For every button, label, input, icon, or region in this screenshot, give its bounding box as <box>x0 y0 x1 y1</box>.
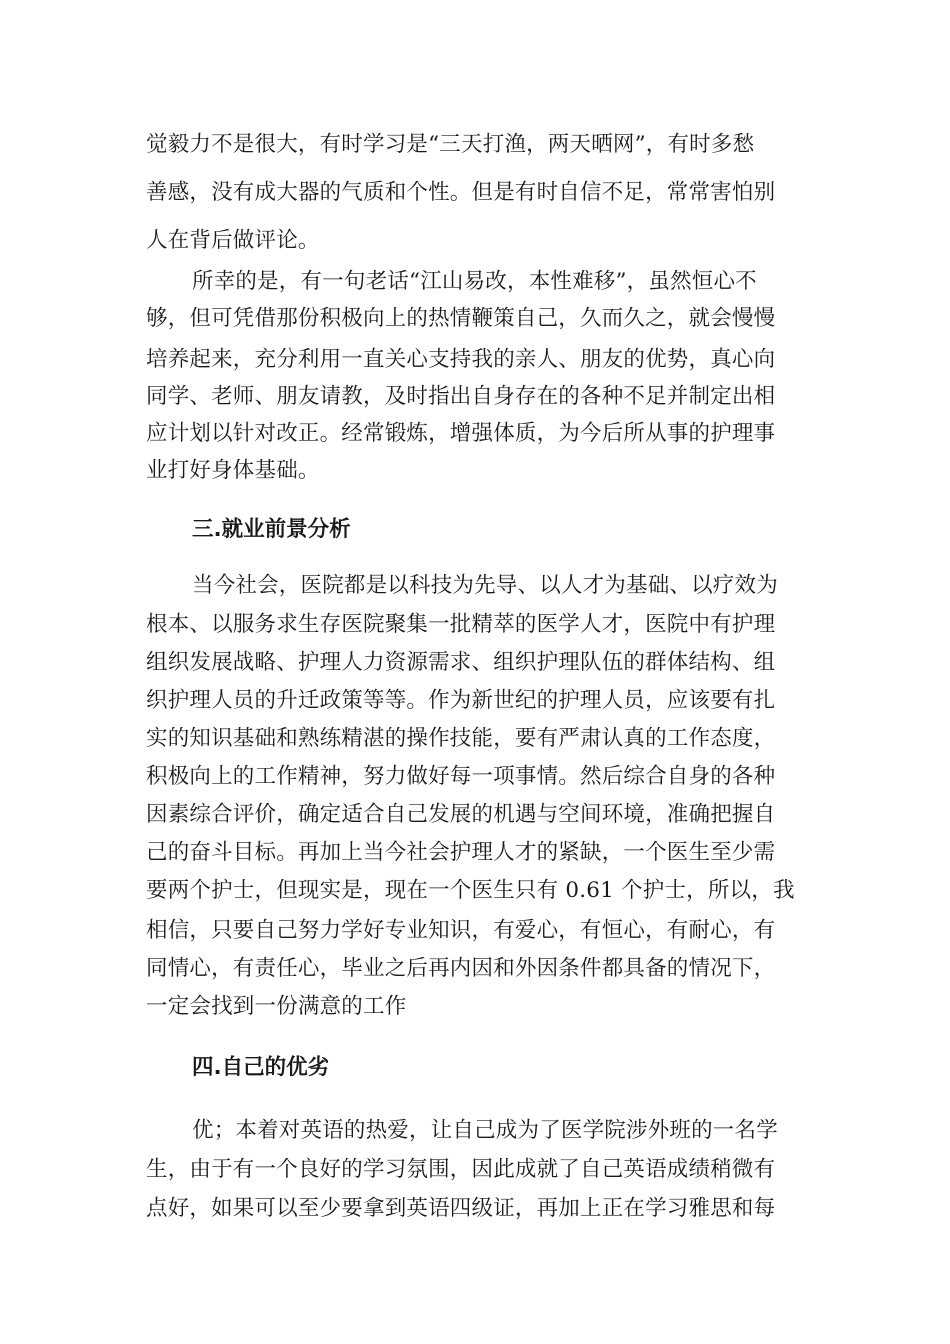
paragraph-3-line-8: 己的奋斗目标。再加上当今社会护理人才的紧缺，一个医生至少需 <box>146 840 776 865</box>
paragraph-3-line-4: 织护理人员的升迁政策等等。作为新世纪的护理人员，应该要有扎 <box>146 688 776 713</box>
paragraph-1-line-1: 觉毅力不是很大，有时学习是“三天打渔，两天晒网”，有时多愁 <box>146 132 755 157</box>
paragraph-4-line-3: 点好，如果可以至少要拿到英语四级证，再加上正在学习雅思和每 <box>146 1196 776 1221</box>
paragraph-3-line-10: 相信，只要自己努力学好专业知识，有爱心，有恒心，有耐心，有 <box>146 918 776 943</box>
paragraph-2-line-3: 培养起来，充分利用一直关心支持我的亲人、朋友的优势，真心向 <box>146 347 776 372</box>
paragraph-2-line-4: 同学、老师、朋友请教，及时指出自身存在的各种不足并制定出相 <box>146 384 776 409</box>
paragraph-4-line-2: 生，由于有一个良好的学习氛围，因此成就了自己英语成绩稍微有 <box>146 1157 776 1182</box>
paragraph-3-line-2: 根本、以服务求生存医院聚集一批精萃的医学人才，医院中有护理 <box>146 612 776 637</box>
paragraph-1-line-2: 善感，没有成大器的气质和个性。但是有时自信不足，常常害怕别 <box>146 180 776 205</box>
paragraph-2-line-2: 够，但可凭借那份积极向上的热情鞭策自己，久而久之，就会慢慢 <box>146 306 776 331</box>
paragraph-1-line-3: 人在背后做评论。 <box>146 228 320 253</box>
paragraph-3-line-6: 积极向上的工作精神，努力做好每一项事情。然后综合自身的各种 <box>146 764 776 789</box>
paragraph-2-line-5: 应计划以针对改正。经常锻炼，增强体质，为今后所从事的护理事 <box>146 421 776 446</box>
paragraph-3-line-11: 同情心，有责任心，毕业之后再内因和外因条件都具备的情况下， <box>146 956 776 981</box>
paragraph-4-line-1: 优；本着对英语的热爱，让自己成为了医学院涉外班的一名学 <box>192 1118 778 1143</box>
paragraph-3-line-5: 实的知识基础和熟练精湛的操作技能，要有严肃认真的工作态度， <box>146 726 776 751</box>
paragraph-3-line-12: 一定会找到一份满意的工作 <box>146 994 407 1019</box>
section-heading-employment-prospects: 三.就业前景分析 <box>192 517 351 542</box>
section-heading-strengths-weaknesses: 四.自己的优劣 <box>192 1055 330 1080</box>
paragraph-2-line-1: 所幸的是，有一句老话“江山易改，本性难移”，虽然恒心不 <box>192 269 757 294</box>
paragraph-3-line-7: 因素综合评价，确定适合自己发展的机遇与空间环境，准确把握自 <box>146 802 776 827</box>
paragraph-3-line-9: 要两个护士，但现实是，现在一个医生只有 0.61 个护士，所以，我 <box>146 878 795 903</box>
paragraph-3-line-1: 当今社会，医院都是以科技为先导、以人才为基础、以疗效为 <box>192 573 778 598</box>
paragraph-3-line-3: 组织发展战略、护理人力资源需求、组织护理队伍的群体结构、组 <box>146 650 776 675</box>
paragraph-2-line-6: 业打好身体基础。 <box>146 458 320 483</box>
